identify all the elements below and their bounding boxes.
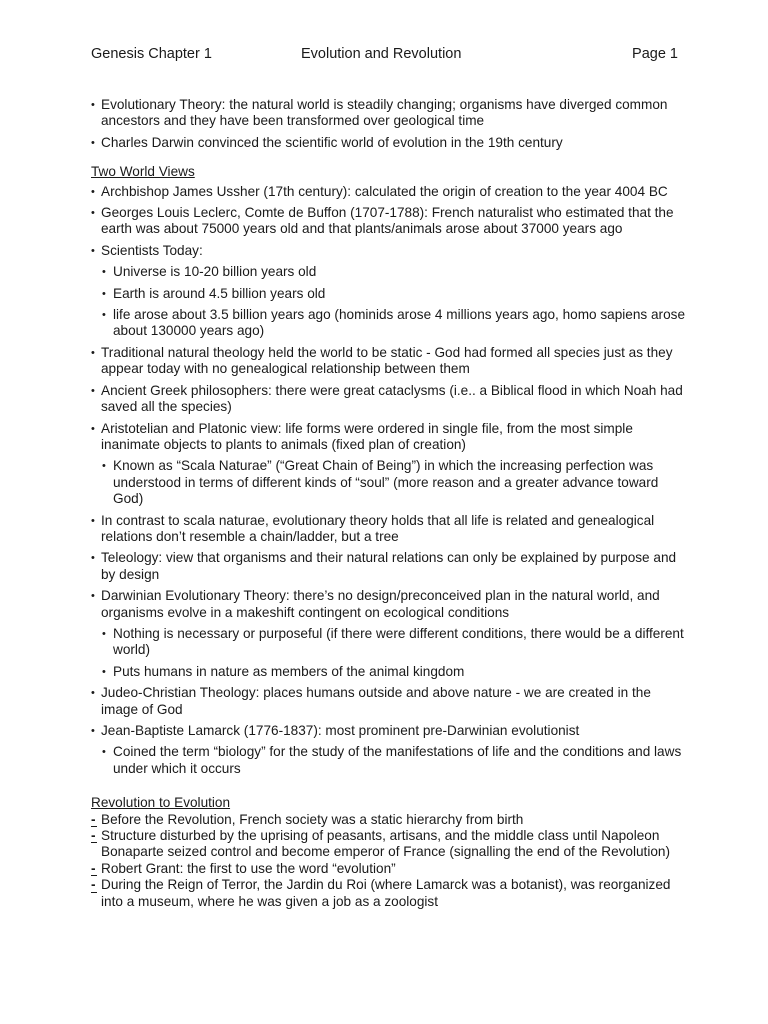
dash-bullet-icon: - bbox=[91, 828, 96, 844]
list-item: • Evolutionary Theory: the natural world is steadily changing; organisms have diverged common ancestors and they have been transformed over geological time bbox=[91, 97, 668, 129]
dash-bullet-icon: - bbox=[91, 811, 96, 827]
section-title-revolution-to-evolution: Revolution to Evolution bbox=[91, 795, 231, 811]
list-item: - Before the Revolution, French society was a static hierarchy from birth bbox=[91, 811, 524, 827]
bullet-icon: • bbox=[91, 422, 95, 435]
sub-list-item: • Puts humans in nature as members of the animal kingdom bbox=[102, 663, 465, 679]
bullet-icon: • bbox=[91, 687, 95, 700]
bullet-icon: • bbox=[102, 309, 106, 322]
revolution-list bbox=[91, 812, 691, 910]
section-title-two-world-views: Two World Views bbox=[91, 164, 195, 180]
list-item: • Charles Darwin convinced the scientific world of evolution in the 19th century bbox=[91, 134, 563, 150]
bullet-icon: • bbox=[91, 99, 95, 111]
list-item: • Traditional natural theology held the world to be static - God had formed all species just as they appear today with no genealogical relationship between them bbox=[91, 344, 673, 377]
dash-bullet-icon: - bbox=[91, 877, 96, 893]
sub-list-item: • Universe is 10-20 billion years old bbox=[102, 264, 317, 280]
bullet-icon: • bbox=[102, 266, 106, 279]
bullet-icon: • bbox=[91, 346, 95, 359]
list-item: • Scientists Today: bbox=[91, 242, 203, 258]
bullet-icon: • bbox=[91, 244, 95, 257]
header-chapter: Genesis Chapter 1 bbox=[91, 46, 212, 62]
list-item: • Ancient Greek philosophers: there were great cataclysms (i.e.. a Biblical flood in which Noah had saved all the species) bbox=[91, 382, 683, 415]
list-item: • In contrast to scala naturae, evolutionary theory holds that all life is related and genealogical relations don’t resemble a chain/ladder, but a tree bbox=[91, 512, 655, 544]
bullet-icon: • bbox=[102, 665, 106, 678]
intro-list bbox=[91, 97, 691, 151]
bullet-icon: • bbox=[91, 185, 95, 198]
sub-list-item: • Nothing is necessary or purposeful (if there were different conditions, there would be a different world) bbox=[102, 625, 684, 658]
list-item: • Aristotelian and Platonic view: life forms were ordered in single file, from the most simple inanimate objects to plants to animals (fixed plan of creation) bbox=[91, 420, 633, 452]
sub-list-item: • Earth is around 4.5 billion years old bbox=[102, 285, 326, 301]
header-page-number: Page 1 bbox=[632, 46, 678, 62]
header-title: Evolution and Revolution bbox=[301, 46, 462, 62]
bullet-icon: • bbox=[91, 136, 95, 149]
bullet-icon: • bbox=[91, 552, 95, 565]
bullet-icon: • bbox=[102, 460, 106, 473]
list-item: • Jean-Baptiste Lamarck (1776-1837): most prominent pre-Darwinian evolutionist bbox=[91, 723, 580, 738]
bullet-icon: • bbox=[91, 384, 95, 397]
list-item: • Judeo-Christian Theology: places humans outside and above nature - we are created in the image of God bbox=[91, 685, 651, 717]
sub-list-item: • Known as “Scala Naturae” (“Great Chain of Being”) in which the increasing perfection was understood in terms of different kinds of “soul” (more reason and a greater advance toward God) bbox=[102, 458, 659, 507]
bullet-icon: • bbox=[91, 514, 95, 527]
list-item: • Darwinian Evolutionary Theory: there’s no design/preconceived plan in the natural world, and organisms evolve in a makeshift contingent on ecological conditions bbox=[91, 588, 660, 620]
list-item: - During the Reign of Terror, the Jardin du Roi (where Lamarck was a botanist), was reorganized into a museum, where he was given a job as a zoologist bbox=[91, 877, 671, 909]
bullet-icon: • bbox=[91, 725, 95, 737]
list-item: - Structure disturbed by the uprising of peasants, artisans, and the middle class until Napoleon Bonaparte seized control and become emperor of France (signalling the end of the Revolution) bbox=[91, 828, 671, 860]
bullet-icon: • bbox=[91, 207, 95, 220]
bullet-icon: • bbox=[102, 287, 106, 300]
sub-list-item: • Coined the term “biology” for the study of the manifestations of life and the conditions and laws under which it occurs bbox=[102, 744, 682, 776]
sub-list-item: • life arose about 3.5 billion years ago (hominids arose 4 millions years ago, homo sapiens arose about 130000 years ago) bbox=[102, 307, 686, 339]
bullet-icon: • bbox=[102, 627, 106, 640]
list-item: • Teleology: view that organisms and their natural relations can only be explained by purpose and by design bbox=[91, 550, 677, 582]
list-item: • Archbishop James Ussher (17th century): calculated the origin of creation to the year 4004 BC bbox=[91, 183, 668, 199]
page-header bbox=[91, 46, 678, 66]
dash-bullet-icon: - bbox=[91, 860, 96, 876]
two-world-views-list bbox=[91, 184, 691, 778]
bullet-icon: • bbox=[102, 746, 106, 759]
bullet-icon: • bbox=[91, 590, 95, 603]
page-content bbox=[91, 97, 691, 910]
list-item: - Robert Grant: the first to use the word “evolution” bbox=[91, 860, 396, 876]
list-item: • Georges Louis Leclerc, Comte de Buffon (1707-1788): French naturalist who estimated that the earth was about 75000 years old and that plants/animals arose about 37000 years ago bbox=[91, 205, 674, 237]
